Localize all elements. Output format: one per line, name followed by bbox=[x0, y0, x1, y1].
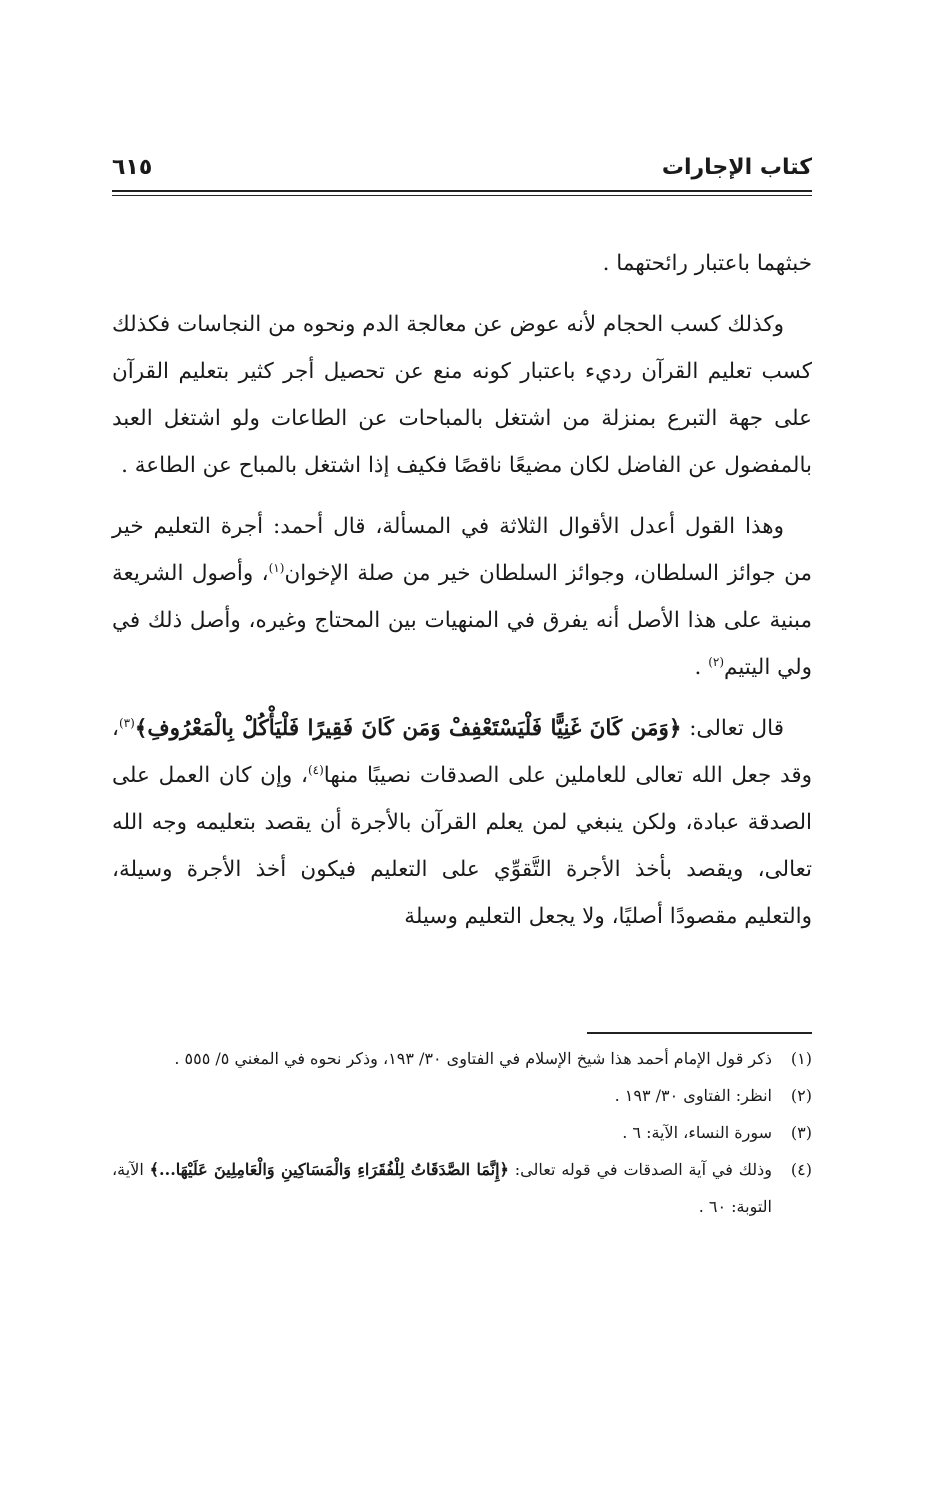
paragraph-2: وكذلك كسب الحجام لأنه عوض عن معالجة الدم ونحوه من النجاسات فكذلك كسب تعليم القرآن رديء باعتبار كونه منع عن تحصيل أجر كثير بتعليم القرآن على جهة التبرع بمنزلة من اشتغل بالمباحات عن الطاعات ولو اشتغل العبد بالمفضول عن الفاضل لكان مضيعًا ناقصًا فكيف إذا اشتغل بالمباح عن الطاعة . bbox=[112, 312, 812, 478]
footnote-1 bbox=[112, 1040, 812, 1077]
paragraph-1: خبثهما باعتبار رائحتهما . bbox=[602, 251, 812, 276]
running-title: كتاب الإجارات bbox=[661, 155, 812, 180]
footnote-ref-2: (٢) bbox=[708, 654, 725, 669]
footnotes bbox=[112, 1040, 812, 1225]
footnote-ref-4: (٤) bbox=[307, 762, 324, 777]
footnote-quran-verse: ﴿إِنَّمَا الصَّدَقَاتُ لِلْفُقَرَاءِ وَالْمَسَاكِينِ وَالْعَامِلِينَ عَلَيْهَا...﴾ bbox=[149, 1160, 509, 1179]
book-page bbox=[112, 140, 812, 1216]
paragraph-3-text-a: وهذا القول أعدل الأقوال الثلاثة في المسألة، قال أحمد: أجرة التعليم خير من جوائز السلطان، وجوائز السلطان خير من صلة الإخوان bbox=[112, 514, 812, 586]
footnote-ref-1: (١) bbox=[268, 560, 285, 575]
paragraph-4 bbox=[112, 705, 812, 940]
footnote-text-b: الآية، التوبة: ٦٠ . bbox=[112, 1160, 772, 1216]
footnote-number: (٢) bbox=[790, 1086, 812, 1105]
footnote-text: ذكر قول الإمام أحمد هذا شيخ الإسلام في الفتاوى ٣٠/ ١٩٣، وذكر نحوه في المغني ٥/ ٥٥٥ . bbox=[174, 1049, 772, 1068]
footnote-4 bbox=[112, 1151, 812, 1225]
footnote-text: انظر: الفتاوى ٣٠/ ١٩٣ . bbox=[614, 1086, 772, 1105]
paragraph-3-text-b: ، وأصول الشريعة مبنية على هذا الأصل أنه يفرق في المنهيات بين المحتاج وغيره، وأصل ذلك في ولي اليتيم bbox=[112, 561, 812, 680]
footnote-number: (٣) bbox=[790, 1123, 812, 1142]
footnote-text: سورة النساء، الآية: ٦ . bbox=[622, 1123, 772, 1142]
footnote-text-a: وذلك في آية الصدقات في قوله تعالى: bbox=[508, 1160, 772, 1179]
paragraph-3-text-c: . bbox=[694, 655, 709, 680]
footnote-number: (١) bbox=[790, 1049, 812, 1068]
paragraph-3 bbox=[112, 503, 812, 691]
footnote-number: (٤) bbox=[790, 1160, 812, 1179]
running-header bbox=[112, 140, 812, 180]
footnote-separator bbox=[587, 1032, 812, 1034]
footnote-3 bbox=[112, 1114, 812, 1151]
quran-verse: ﴿وَمَن كَانَ غَنِيًّا فَلْيَسْتَعْفِفْ وَمَن كَانَ فَقِيرًا فَلْيَأْكُلْ بِالْمَعْرُوفِ﴾ bbox=[134, 716, 682, 741]
paragraph-4-text-c: ، وإن كان العمل على الصدقة عبادة، ولكن ينبغي لمن يعلم القرآن بالأجرة أن يقصد بتعليمه وجه الله تعالى، ويقصد بأخذ الأجرة التَّقوِّي على التعليم فيكون أخذ الأجرة وسيلة، والتعليم مقصودًا أصليًا، ولا يجعل التعليم وسيلة bbox=[112, 763, 812, 929]
paragraph-4-text-a: قال تعالى: bbox=[681, 716, 784, 741]
footnote-ref-3: (٣) bbox=[118, 715, 135, 730]
main-text bbox=[112, 240, 812, 940]
paragraph-4-text-b: ، وقد جعل الله تعالى للعاملين على الصدقات نصيبًا منها bbox=[112, 716, 812, 788]
page-number: ٦١٥ bbox=[112, 155, 153, 180]
header-rule bbox=[112, 190, 812, 196]
footnote-2 bbox=[112, 1077, 812, 1114]
